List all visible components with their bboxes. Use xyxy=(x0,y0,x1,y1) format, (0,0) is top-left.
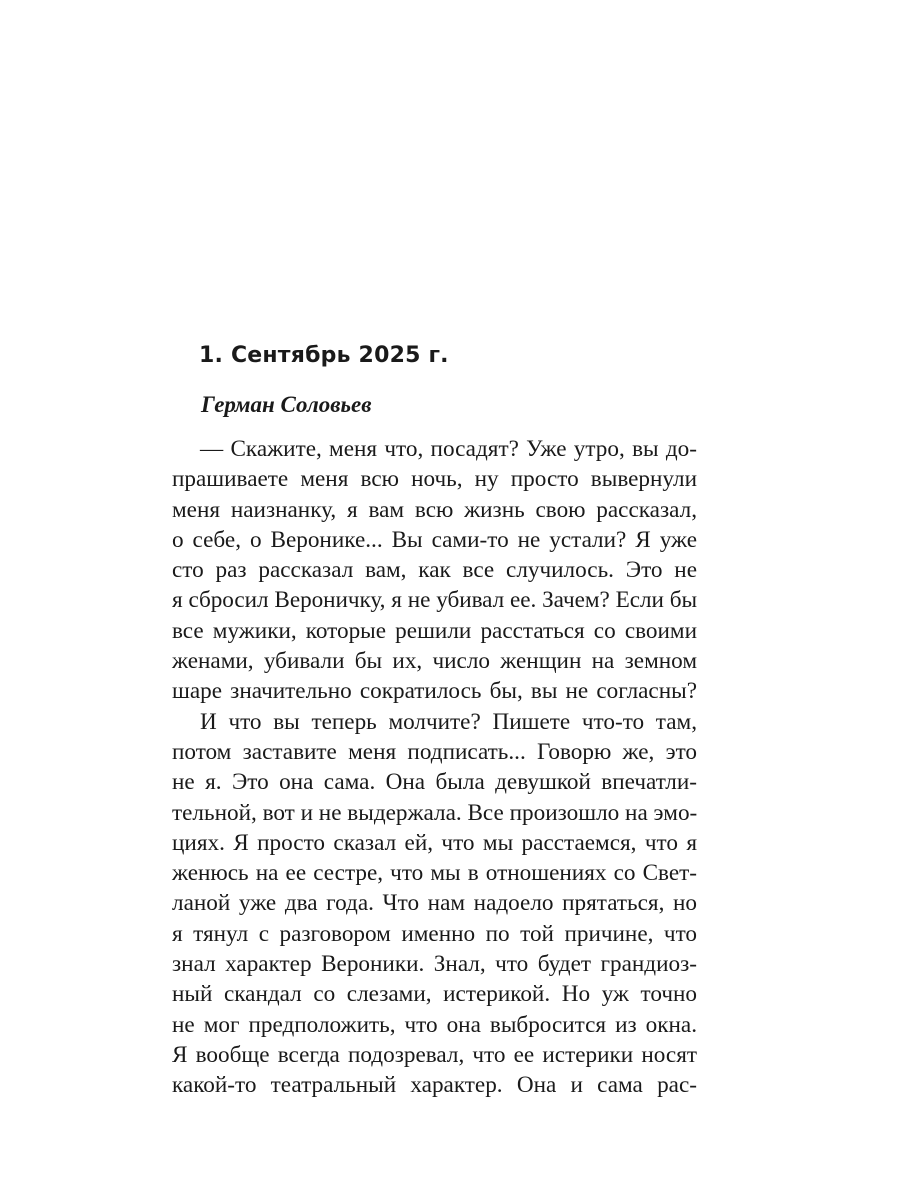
text-line: какой-то театральный характер. Она и сама рас- xyxy=(172,1072,697,1099)
text-line: И что вы теперь молчите? Пишете что-то там, xyxy=(200,708,697,735)
text-line: тельной, вот и не выдержала. Все произошло на эмо- xyxy=(172,799,698,826)
body-text xyxy=(172,434,697,1101)
text-line: — Скажите, меня что, посадят? Уже утро, вы до- xyxy=(200,436,697,462)
text-line: женами, убивали бы их, число женщин на земном xyxy=(172,648,697,675)
text-line: шаре значительно сократилось бы, вы не согласны? xyxy=(172,678,697,705)
text-line: Я вообще всегда подозревал, что ее истерики носят xyxy=(172,1041,697,1068)
text-line: я сбросил Вероничку, я не убивал ее. Зачем? Если бы xyxy=(172,587,697,614)
text-line: не я. Это она сама. Она была девушкой впечатли- xyxy=(172,769,697,796)
text-line: женюсь на ее сестре, что мы в отношениях со Свет- xyxy=(172,860,697,887)
text-line: о себе, о Веронике... Вы сами-то не устали? Я уже xyxy=(172,526,697,553)
text-line: ланой уже два года. Что нам надоело прятаться, но xyxy=(172,890,697,917)
text-line: потом заставите меня подписать... Говорю же, это xyxy=(172,738,697,765)
text-line: не мог предположить, что она выбросится из окна. xyxy=(172,1011,697,1038)
chapter-number: 1. xyxy=(199,343,224,368)
text-line: все мужики, которые решили расстаться со своими xyxy=(172,617,697,644)
text-line: я тянул с разговором именно по той причине, что xyxy=(172,920,697,947)
chapter-title: Сентябрь 2025 г. xyxy=(230,343,449,368)
text-line: прашиваете меня всю ночь, ну просто вывернули xyxy=(172,466,697,493)
text-line: знал характер Вероники. Знал, что будет грандиоз- xyxy=(172,951,697,978)
chapter-heading xyxy=(199,343,449,368)
text-line: сто раз рассказал вам, как все случилось. Это не xyxy=(172,557,697,584)
text-line: меня наизнанку, я вам всю жизнь свою рассказал, xyxy=(172,496,697,523)
text-line: циях. Я просто сказал ей, что мы расстаемся, что я xyxy=(172,829,697,856)
text-line: ный скандал со слезами, истерикой. Но уж точно xyxy=(172,981,697,1008)
narrator-name: Герман Соловьев xyxy=(201,392,372,417)
